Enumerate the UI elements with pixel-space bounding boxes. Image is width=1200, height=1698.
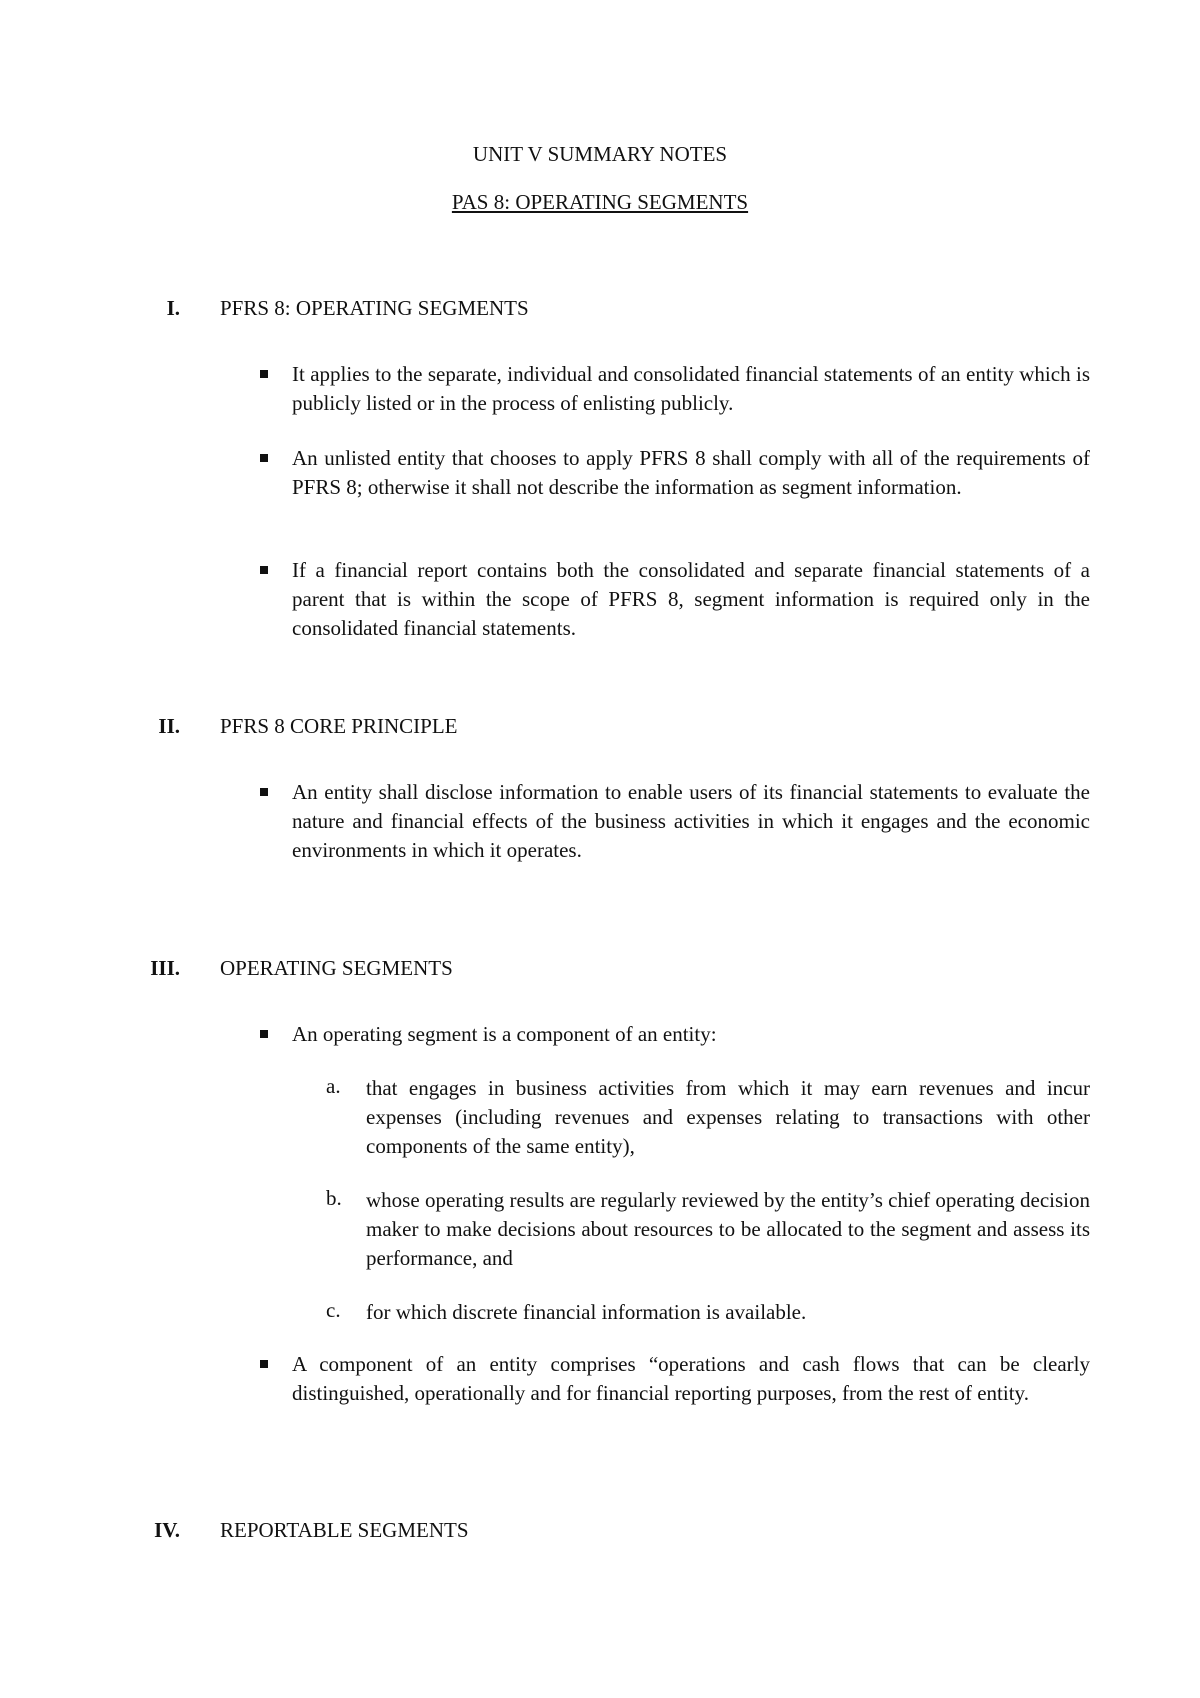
square-bullet-icon xyxy=(260,788,268,796)
list-item-text: An operating segment is a component of an entity: xyxy=(292,1022,717,1046)
list-item-text: An entity shall disclose information to enable users of its financial statements to evaluate the nature and financial effects of the business activities in which it engages and the economic environments in which it operates. xyxy=(292,780,1090,862)
section-numeral: IV. xyxy=(154,1518,180,1542)
section-numeral: II. xyxy=(158,714,180,738)
sub-item-text: that engages in business activities from which it may earn revenues and incur expenses (including revenues and expenses relating to transactions with other components of the same entity), xyxy=(366,1076,1090,1158)
list-item-text: It applies to the separate, individual and consolidated financial statements of an entity which is publicly listed or in the process of enlisting publicly. xyxy=(292,362,1090,415)
list-item-text: If a financial report contains both the consolidated and separate financial statements of a parent that is within the scope of PFRS 8, segment information is required only in the consolidated financial statements. xyxy=(292,558,1090,640)
sub-item-letter: b. xyxy=(326,1186,342,1210)
sub-item-text: whose operating results are regularly reviewed by the entity’s chief operating decision maker to make decisions about resources to be allocated to the segment and assess its performance, and xyxy=(366,1188,1090,1270)
sub-item-text: for which discrete financial information is available. xyxy=(366,1300,807,1324)
section-numeral: III. xyxy=(150,956,180,980)
list-item-text: An unlisted entity that chooses to apply PFRS 8 shall comply with all of the requirements of PFRS 8; otherwise it shall not describe the information as segment information. xyxy=(292,446,1090,499)
section-title: OPERATING SEGMENTS xyxy=(220,956,453,980)
section-heading xyxy=(0,1518,1200,1546)
square-bullet-icon xyxy=(260,1360,268,1368)
document-title: UNIT V SUMMARY NOTES xyxy=(472,142,728,166)
square-bullet-icon xyxy=(260,1030,268,1038)
document-subtitle: PAS 8: OPERATING SEGMENTS xyxy=(451,190,749,214)
list-item-text: A component of an entity comprises “operations and cash flows that can be clearly distinguished, operationally and for financial reporting purposes, from the rest of entity. xyxy=(292,1352,1090,1405)
square-bullet-icon xyxy=(260,566,268,574)
section-heading xyxy=(0,714,1200,742)
section-numeral: I. xyxy=(166,296,180,320)
square-bullet-icon xyxy=(260,370,268,378)
section-title: PFRS 8 CORE PRINCIPLE xyxy=(220,714,458,738)
sub-item-letter: a. xyxy=(326,1074,341,1098)
section-heading xyxy=(0,956,1200,984)
sub-item-letter: c. xyxy=(326,1298,341,1322)
square-bullet-icon xyxy=(260,454,268,462)
section-title: REPORTABLE SEGMENTS xyxy=(220,1518,469,1542)
section-heading xyxy=(0,296,1200,324)
section-title: PFRS 8: OPERATING SEGMENTS xyxy=(220,296,529,320)
